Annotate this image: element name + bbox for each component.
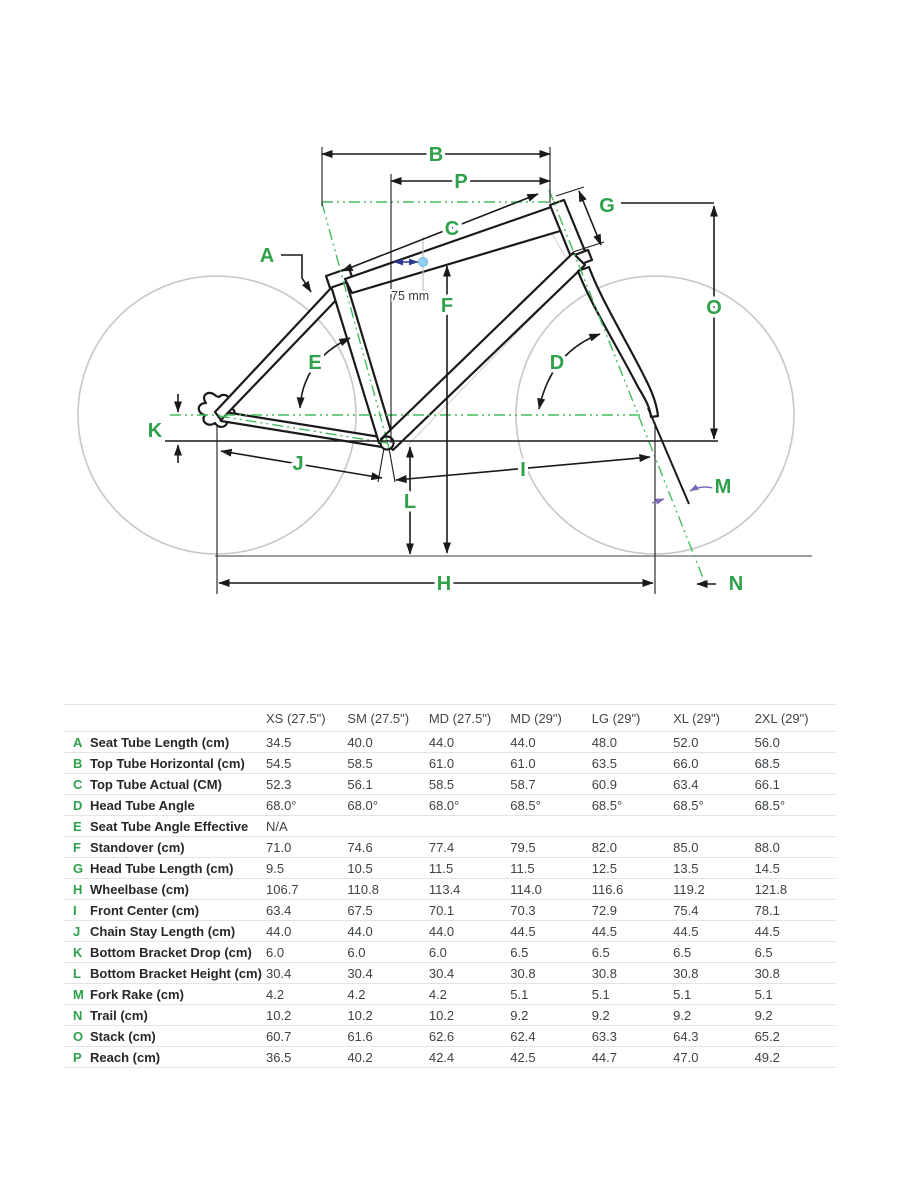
dim-G-head-tube-length: [579, 191, 601, 245]
standover-point-dot: [419, 258, 428, 267]
cell-value: 68.0°: [428, 797, 460, 813]
cell-value: 119.2: [673, 881, 705, 897]
table-body: [64, 731, 836, 1067]
cell-value: 30.8: [754, 965, 780, 981]
seat-stay: [215, 287, 341, 420]
table-row: [64, 773, 836, 794]
row-letter: P: [73, 1049, 82, 1065]
cell-value: 9.2: [754, 1007, 773, 1023]
row-letter: J: [73, 923, 81, 939]
cell-value: 56.0: [754, 734, 780, 750]
column-header: 2XL (29"): [754, 710, 809, 726]
cell-value: 13.5: [673, 860, 699, 876]
column-header: XS (27.5"): [266, 710, 326, 726]
table-bottom-border: [64, 1067, 836, 1068]
row-label: Bottom Bracket Drop (cm): [90, 944, 252, 960]
table-row: [64, 920, 836, 941]
cell-value: 6.0: [347, 944, 366, 960]
table-row: [64, 878, 836, 899]
table-row: [64, 836, 836, 857]
table-row: [64, 962, 836, 983]
cell-value: 56.1: [347, 776, 373, 792]
cell-value: 44.7: [591, 1049, 618, 1065]
cell-value: 74.6: [347, 839, 373, 855]
cell-value: 6.5: [591, 944, 610, 960]
cell-value: 116.6: [591, 881, 624, 897]
label-N: N: [728, 573, 744, 595]
cell-value: 44.5: [510, 923, 536, 939]
cell-value: 79.5: [510, 839, 536, 855]
label-H: H: [436, 573, 452, 595]
cell-value: 61.0: [510, 755, 536, 771]
row-letter: A: [73, 734, 83, 750]
fork: [578, 267, 658, 417]
cell-value: 70.3: [510, 902, 536, 918]
cell-value: 63.4: [673, 776, 699, 792]
row-label: Standover (cm): [90, 839, 185, 855]
label-D: D: [549, 352, 565, 374]
cell-value: 44.0: [428, 923, 455, 939]
table-row: [64, 857, 836, 878]
table-header-row: [64, 704, 836, 731]
geometry-table: [64, 704, 836, 1068]
row-label: Stack (cm): [90, 1028, 156, 1044]
cell-value: 11.5: [510, 860, 535, 876]
row-letter: N: [73, 1007, 83, 1023]
label-E: E: [308, 352, 322, 374]
cell-value: 75.4: [673, 902, 699, 918]
cell-value: 66.1: [754, 776, 780, 792]
cell-value: 9.2: [591, 1007, 610, 1023]
cell-value: 61.6: [347, 1028, 373, 1044]
cell-value: 42.5: [510, 1049, 536, 1065]
label-J: J: [292, 453, 304, 475]
cell-value: 113.4: [428, 881, 461, 897]
label-F: F: [440, 295, 454, 317]
label-A: A: [259, 245, 275, 267]
row-label: Wheelbase (cm): [90, 881, 189, 897]
row-letter: M: [73, 986, 84, 1002]
row-label: Bottom Bracket Height (cm): [90, 965, 262, 981]
table-row: [64, 941, 836, 962]
row-letter: E: [73, 818, 82, 834]
cell-value: 30.4: [347, 965, 373, 981]
row-letter: D: [73, 797, 83, 813]
cell-value: 63.4: [266, 902, 292, 918]
cell-value: 6.5: [673, 944, 692, 960]
table-row: [64, 1046, 836, 1067]
cell-value: 5.1: [510, 986, 529, 1002]
cell-value: 44.5: [754, 923, 780, 939]
cell-value: 47.0: [673, 1049, 699, 1065]
cell-value: 10.2: [428, 1007, 455, 1023]
label-P: P: [454, 171, 468, 193]
cell-value: 68.5°: [673, 797, 704, 813]
cell-value: 14.5: [754, 860, 780, 876]
cell-value: 62.4: [510, 1028, 536, 1044]
label-M: M: [714, 476, 732, 498]
cell-value: 121.8: [754, 881, 788, 897]
cell-value: 52.0: [673, 734, 699, 750]
cell-value: 71.0: [266, 839, 292, 855]
cell-value: 11.5: [428, 860, 454, 876]
cell-value: 6.5: [510, 944, 529, 960]
cell-value: 63.5: [591, 755, 618, 771]
label-G: G: [599, 195, 615, 217]
cell-value: 34.5: [266, 734, 292, 750]
row-letter: G: [73, 860, 84, 876]
cell-value: 60.7: [266, 1028, 292, 1044]
table-row: [64, 752, 836, 773]
row-label: Chain Stay Length (cm): [90, 923, 236, 939]
row-letter: C: [73, 776, 83, 792]
column-header: MD (29"): [510, 710, 562, 726]
cell-value: 30.8: [591, 965, 618, 981]
cell-value: 67.5: [347, 902, 373, 918]
cell-value: 4.2: [347, 986, 366, 1002]
cell-value: 58.5: [347, 755, 373, 771]
cell-value: 68.0°: [347, 797, 378, 813]
row-letter: L: [73, 965, 81, 981]
cell-value: 52.3: [266, 776, 292, 792]
cell-value: 110.8: [347, 881, 379, 897]
cell-value: 44.0: [266, 923, 292, 939]
cell-value: 48.0: [591, 734, 618, 750]
row-letter: O: [73, 1028, 84, 1044]
table-row: [64, 794, 836, 815]
cell-value: 114.0: [510, 881, 542, 897]
cell-value: 82.0: [591, 839, 618, 855]
seat-tube: [331, 281, 393, 443]
cell-value: 6.0: [428, 944, 447, 960]
cell-value: 9.5: [266, 860, 285, 876]
row-label: Fork Rake (cm): [90, 986, 184, 1002]
cell-value: 30.8: [673, 965, 699, 981]
cell-value: 4.2: [428, 986, 447, 1002]
row-label: Top Tube Actual (CM): [90, 776, 222, 792]
cell-value: 63.3: [591, 1028, 618, 1044]
row-letter: K: [73, 944, 83, 960]
cell-value: 65.2: [754, 1028, 780, 1044]
cell-value: 40.0: [347, 734, 373, 750]
table-row: [64, 1025, 836, 1046]
table-row: [64, 731, 836, 752]
row-label: Seat Tube Angle Effective: [90, 818, 249, 834]
cell-value: 106.7: [266, 881, 299, 897]
cell-value: 58.5: [428, 776, 455, 792]
cell-value: 72.9: [591, 902, 618, 918]
table-row: [64, 983, 836, 1004]
cell-value: 30.8: [510, 965, 536, 981]
cell-value: 30.4: [428, 965, 455, 981]
cell-value: 36.5: [266, 1049, 292, 1065]
row-letter: H: [73, 881, 83, 897]
row-label: Head Tube Angle: [90, 797, 195, 813]
label-K: K: [147, 420, 163, 442]
label-B: B: [428, 144, 444, 166]
cell-value: 44.5: [673, 923, 699, 939]
cell-value: 6.0: [266, 944, 285, 960]
cell-value: 68.5°: [754, 797, 786, 813]
row-label: Top Tube Horizontal (cm): [90, 755, 245, 771]
cell-value: 10.2: [347, 1007, 373, 1023]
cell-value: 10.5: [347, 860, 373, 876]
label-I: I: [520, 459, 526, 481]
offset-label: 75 mm: [391, 289, 430, 303]
cell-value: 9.2: [510, 1007, 529, 1023]
cell-value: 64.3: [673, 1028, 699, 1044]
cell-value: 10.2: [266, 1007, 292, 1023]
cell-value: 4.2: [266, 986, 285, 1002]
cell-value: 5.1: [591, 986, 610, 1002]
cell-value: 66.0: [673, 755, 699, 771]
dim-A-leader: [281, 255, 311, 292]
column-header: LG (29"): [591, 710, 641, 726]
cell-value: 42.4: [428, 1049, 455, 1065]
cell-value: 44.5: [591, 923, 618, 939]
row-label: Reach (cm): [90, 1049, 161, 1065]
row-letter: F: [73, 839, 81, 855]
cell-value: 77.4: [428, 839, 455, 855]
table-row: [64, 1004, 836, 1025]
row-label: Head Tube Length (cm): [90, 860, 234, 876]
cell-value: 44.0: [347, 923, 373, 939]
row-letter: I: [73, 902, 77, 918]
cell-value: 61.0: [428, 755, 455, 771]
row-letter: B: [73, 755, 83, 771]
dimension-labels: [148, 144, 743, 595]
cell-value: 12.5: [591, 860, 618, 876]
cell-value: 6.5: [754, 944, 773, 960]
label-C: C: [444, 218, 460, 240]
table-row: [64, 899, 836, 920]
cell-value: 44.0: [510, 734, 536, 750]
row-label: Trail (cm): [90, 1007, 148, 1023]
cell-value: 70.1: [428, 902, 455, 918]
column-header: XL (29"): [673, 710, 720, 726]
cell-value: 68.5°: [510, 797, 541, 813]
cell-value: 40.2: [347, 1049, 373, 1065]
cell-value: 78.1: [754, 902, 780, 918]
label-O: O: [706, 297, 722, 319]
row-label: Front Center (cm): [90, 902, 200, 918]
cell-value: 58.7: [510, 776, 536, 792]
cell-value: 68.5: [754, 755, 780, 771]
cell-value: 9.2: [673, 1007, 692, 1023]
cell-value: 54.5: [266, 755, 292, 771]
dim-D-head-angle-arc: [539, 334, 600, 409]
cell-value: 85.0: [673, 839, 699, 855]
cell-value: 88.0: [754, 839, 780, 855]
row-label: Seat Tube Length (cm): [90, 734, 230, 750]
column-header: SM (27.5"): [347, 710, 410, 726]
cell-value: 5.1: [754, 986, 773, 1002]
cell-value: 68.0°: [266, 797, 297, 813]
table-row: [64, 815, 836, 836]
cell-value: 49.2: [754, 1049, 780, 1065]
cell-value: 5.1: [673, 986, 692, 1002]
cell-value: 44.0: [428, 734, 455, 750]
cell-value: 60.9: [591, 776, 618, 792]
cell-value: 68.5°: [591, 797, 623, 813]
label-L: L: [403, 491, 417, 513]
column-header: MD (27.5"): [428, 710, 492, 726]
cell-value: 30.4: [266, 965, 292, 981]
cell-value: 62.6: [428, 1028, 455, 1044]
steering-axis: [549, 190, 707, 588]
cell-value: N/A: [266, 818, 288, 834]
